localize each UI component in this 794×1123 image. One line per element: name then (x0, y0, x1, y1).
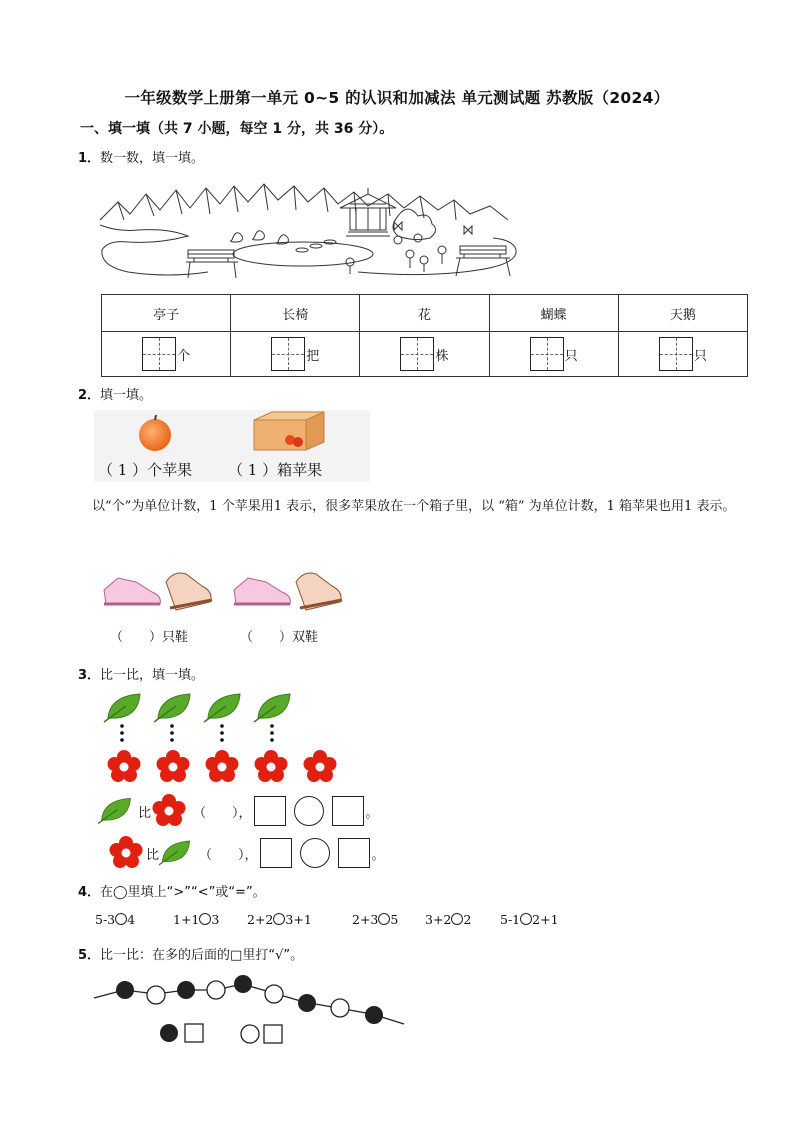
checkbox-black[interactable] (185, 1024, 203, 1042)
unit-label: 把 (306, 348, 320, 364)
unit-label: 株 (435, 348, 449, 364)
white-bead (331, 999, 349, 1017)
apple-count-label: （ 1 ）个苹果 (98, 461, 193, 479)
leaf-icon (159, 838, 193, 868)
question-3 (78, 664, 204, 683)
compare-row-2 (108, 836, 385, 870)
compare-expression (247, 912, 312, 927)
question-number: 3． (78, 668, 101, 683)
checkbox-white[interactable] (264, 1025, 282, 1043)
flower-icon (108, 835, 144, 871)
table-header: 长椅 (231, 295, 360, 332)
number-box[interactable] (260, 838, 292, 868)
box-count-label: （ 1 ）箱苹果 (228, 461, 323, 479)
question-text: 在◯里填上“>”“<”或“=”。 (100, 885, 266, 900)
compare-word: 比 (138, 805, 152, 821)
white-bead (207, 981, 225, 999)
table-header: 亭子 (102, 295, 231, 332)
question-text: 填一填。 (100, 388, 153, 403)
expression-left: 2+3 (352, 912, 379, 927)
question-number: 2． (78, 388, 101, 403)
compare-expression (425, 912, 471, 927)
compare-circle[interactable] (294, 796, 324, 826)
apple-box-icon (250, 410, 326, 452)
compare-circle[interactable] (520, 913, 532, 925)
compare-expression (173, 912, 219, 927)
flower-icon (151, 793, 187, 829)
compare-expression (352, 912, 398, 927)
answer-box[interactable] (659, 337, 693, 371)
shoe-label: （ ）只鞋 (110, 630, 189, 645)
compare-expression (95, 912, 135, 927)
black-bead-icon (160, 1024, 178, 1042)
compare-expression (500, 912, 559, 927)
question-5 (78, 944, 303, 963)
question-text: 数一数，填一填。 (100, 151, 205, 166)
black-bead (365, 1006, 383, 1024)
answer-options (156, 1020, 288, 1046)
compare-circle[interactable] (199, 913, 211, 925)
answer-box[interactable] (400, 337, 434, 371)
table-header: 花 (360, 295, 489, 332)
period: 。 (371, 847, 385, 863)
expression-left: 5-1 (500, 912, 521, 927)
shoes-icon (230, 568, 346, 614)
question-text: 比一比，填一填。 (100, 668, 205, 683)
black-bead (298, 994, 316, 1012)
black-bead (116, 981, 134, 999)
period: 。 (365, 805, 379, 821)
answer-blank[interactable]: （ ）， (193, 805, 252, 821)
compare-circle[interactable] (378, 913, 390, 925)
expression-left: 2+2 (247, 912, 274, 927)
number-box[interactable] (254, 796, 286, 826)
compare-circle[interactable] (273, 913, 285, 925)
park-scene-illustration (98, 180, 523, 288)
question-4 (78, 881, 266, 900)
answer-box[interactable] (530, 337, 564, 371)
compare-circle[interactable] (115, 913, 127, 925)
expression-right: 2 (463, 912, 472, 927)
compare-row-1 (98, 794, 379, 828)
question-2 (78, 384, 152, 403)
number-box[interactable] (332, 796, 364, 826)
compare-circle[interactable] (300, 838, 330, 868)
unit-label: 个 (177, 348, 191, 364)
compare-word: 比 (146, 847, 160, 863)
question-text: 比一比：在多的后面的□里打“√”。 (100, 948, 304, 963)
question-number: 5． (78, 948, 101, 963)
expression-right: 4 (127, 912, 136, 927)
explanation-paragraph: 以“个”为单位计数，1 个苹果用1 表示，很多苹果放在一个箱子里，以 “箱” 为单位计数，1 箱苹果也用1 表示。 (92, 499, 736, 514)
expression-right: 2+1 (532, 912, 559, 927)
answer-box[interactable] (142, 337, 176, 371)
white-bead-icon (241, 1025, 259, 1043)
table-header: 天鹅 (618, 295, 747, 332)
expression-right: 3 (211, 912, 220, 927)
unit-label: 只 (564, 348, 578, 364)
page-title: 一年级数学上册第一单元 0~5 的认识和加减法 单元测试题 苏教版（2024） (124, 89, 670, 107)
question-number: 1． (78, 151, 101, 166)
shoe-pair-label: （ ）双鞋 (240, 630, 319, 645)
question-1 (78, 147, 204, 166)
expression-right: 5 (390, 912, 399, 927)
white-bead (147, 986, 165, 1004)
black-bead (177, 981, 195, 999)
white-bead (265, 985, 283, 1003)
expression-left: 1+1 (173, 912, 200, 927)
answer-blank[interactable]: （ ）， (199, 847, 258, 863)
expression-left: 3+2 (425, 912, 452, 927)
leaf-flower-comparison (100, 690, 350, 790)
answer-box[interactable] (271, 337, 305, 371)
black-bead (234, 975, 252, 993)
expression-right: 3+1 (285, 912, 312, 927)
apple-icon (136, 414, 174, 452)
compare-circle[interactable] (451, 913, 463, 925)
shoes-icon (100, 568, 216, 614)
section-heading: 一、填一填（共 7 小题，每空 1 分，共 36 分）。 (80, 121, 394, 137)
table-header: 蝴蝶 (489, 295, 618, 332)
unit-label: 只 (693, 348, 707, 364)
expression-left: 5-3 (95, 912, 116, 927)
question-number: 4． (78, 885, 101, 900)
number-box[interactable] (338, 838, 370, 868)
leaf-icon (98, 796, 134, 826)
count-table (101, 294, 748, 377)
